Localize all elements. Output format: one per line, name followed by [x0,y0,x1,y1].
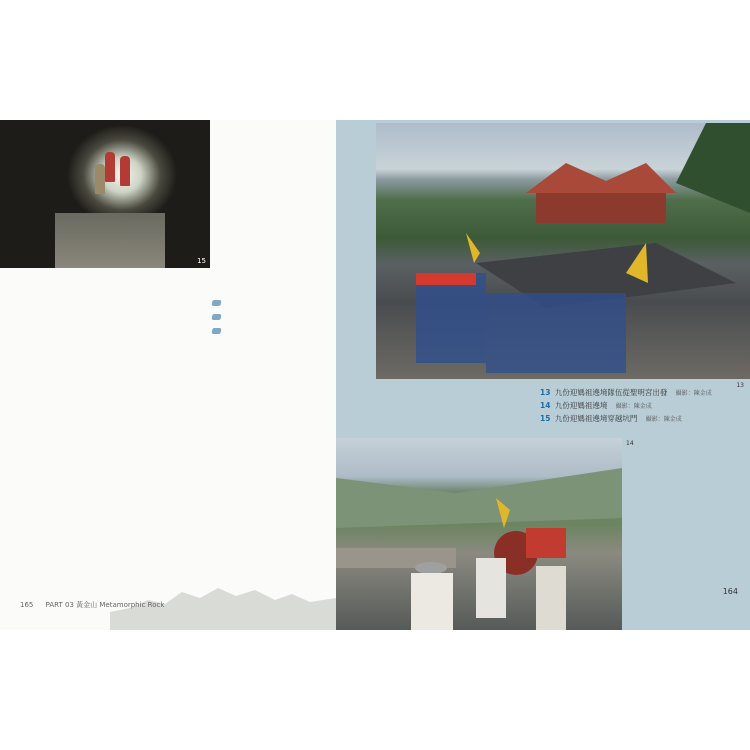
caption-credit: 攝影：陳金成 [645,416,682,423]
caption-text: 九份迎媽祖遶境隊伍從聖明宮出發 [554,388,668,397]
photo-number: 13 [736,382,744,389]
photo-captions [540,386,745,425]
page-number-right: 164 [722,587,738,596]
page-number-left: 165 [20,601,34,609]
street-scene [336,438,622,630]
street-procession-photo [336,438,622,630]
procession-figure [105,152,115,182]
caption-credit: 攝影：陳金成 [675,390,712,397]
photo-number: 15 [197,257,206,265]
procession-figure [120,156,130,186]
right-page [336,120,750,630]
caption-number: 13 [540,388,551,397]
caption-row [540,399,745,412]
caption-row [540,412,745,425]
tunnel-floor [55,213,165,268]
tunnel-procession-photo [0,120,210,268]
body-text-right [396,308,566,458]
caption-row [540,386,745,399]
left-page [0,120,336,630]
caption-credit: 攝影：陳金成 [615,403,652,410]
photo-number: 14 [626,440,634,447]
caption-number: 14 [540,401,551,410]
section-divider-icon [212,300,224,342]
caption-number: 15 [540,414,551,423]
caption-text: 九份迎媽祖遶境穿越坑門 [554,414,638,423]
procession-figure [95,164,105,194]
caption-text: 九份迎媽祖遶境 [554,401,608,410]
page-footer-left [20,600,164,610]
running-footer: PART 03 黃金山 Metamorphic Rock [45,601,165,609]
